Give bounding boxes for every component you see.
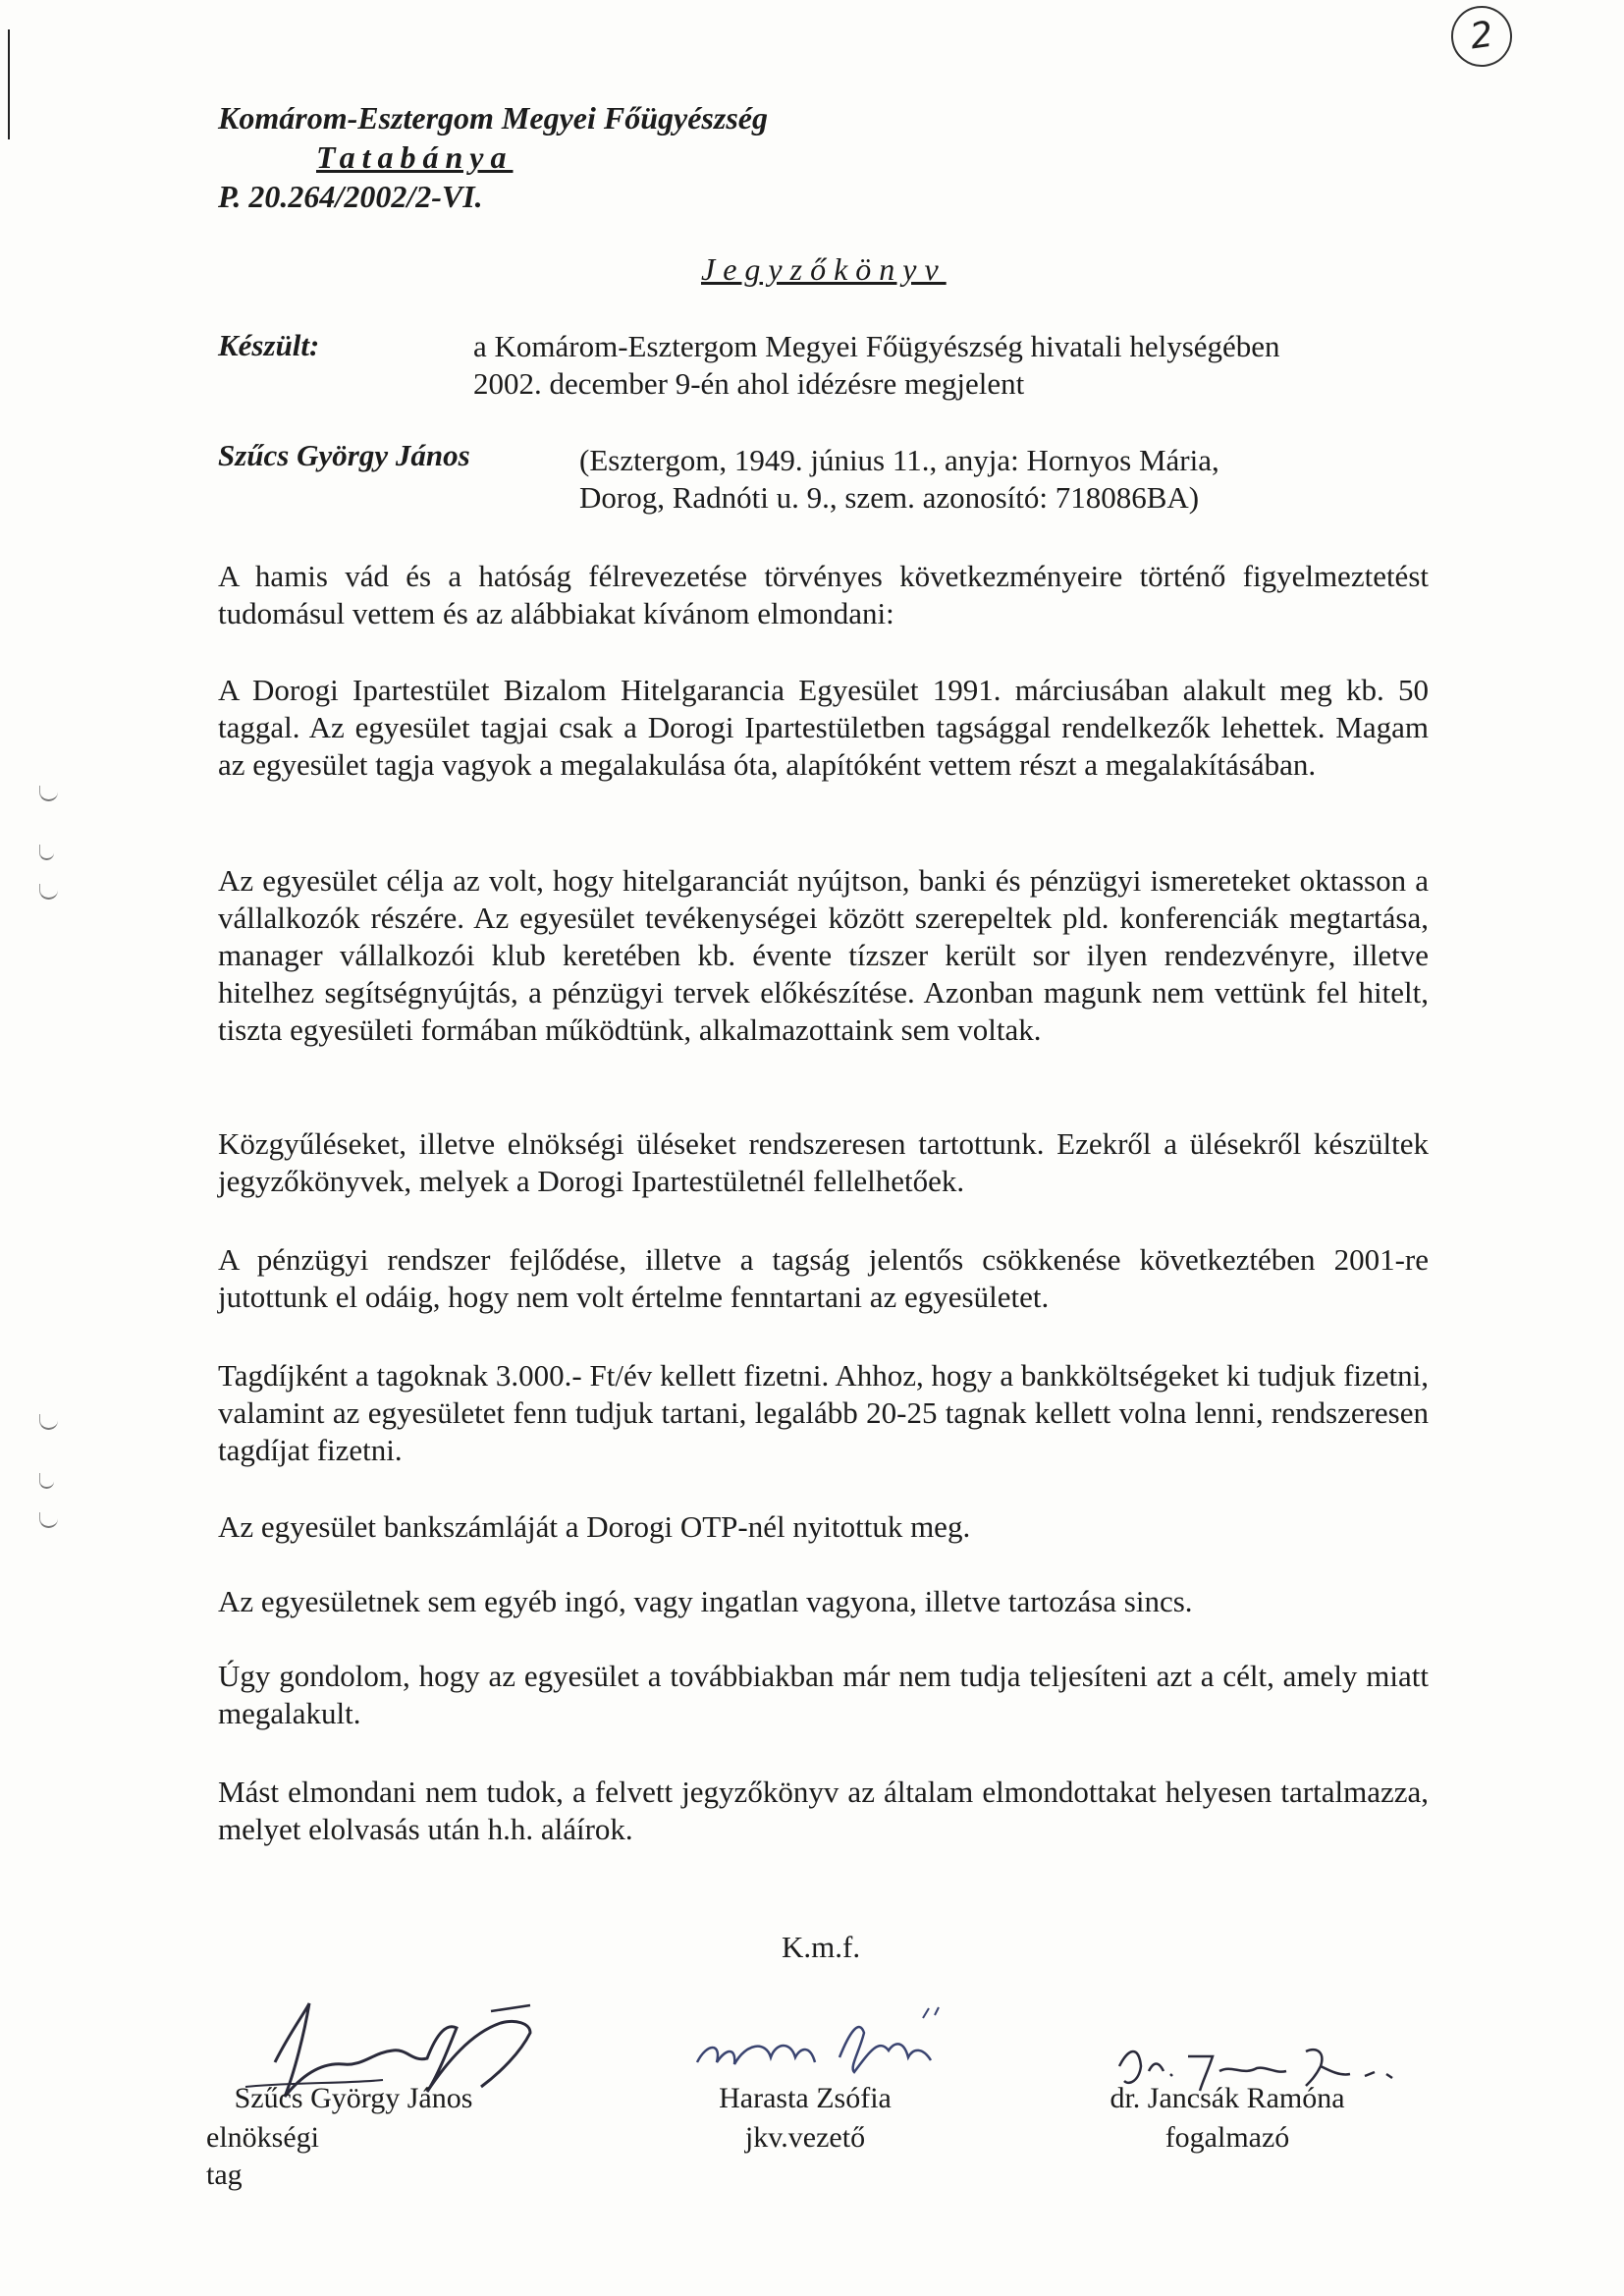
- paragraph-purpose: Az egyesület célja az volt, hogy hitelgaranciát nyújtson, banki és pénzügyi ismereteket oktasson a vállalkozók részére. Az egyesület tevékenységei között szerepeltek pld. konferenciák megtartása, manager vállalkozói klub keretében kb. évente tízszer került sor ilyen rendezvényre, illetve hitelhez segítségnyújtás, a pénzügyi tervek előkészítése. Azonban magunk nem vettünk fel hitelt, tiszta egyesületi formában működtünk, alkalmazottaink sem voltak.: [218, 863, 1429, 1047]
- paragraph-closing: Mást elmondani nem tudok, a felvett jegyzőkönyv az általam elmondottakat helyesen tartalmazza, melyet elolvasás után h.h. aláírok.: [218, 1775, 1429, 1846]
- office-name: Komárom-Esztergom Megyei Főügyészség: [218, 100, 768, 136]
- kmf-mark: K.m.f.: [782, 1930, 861, 1964]
- punch-hole-mark: [39, 884, 58, 900]
- person-details-line-1: (Esztergom, 1949. június 11., anyja: Hornyos Mária,: [579, 443, 1219, 477]
- punch-hole-mark: [39, 1473, 54, 1489]
- person-details-line-2: Dorog, Radnóti u. 9., szem. azonosító: 718086BA): [579, 480, 1200, 515]
- page-number-circle: 2: [1447, 2, 1516, 71]
- document-title: Jegyzőkönyv: [701, 251, 947, 287]
- paragraph-dissolution-reason: A pénzügyi rendszer fejlődése, illetve a tagság jelentős csökkenése következtében 2001-re jutottunk el odáig, hogy nem volt értelme fenntartani az egyesületet.: [218, 1242, 1429, 1314]
- signature-harasta: [677, 2003, 972, 2092]
- case-number: P. 20.264/2002/2-VI.: [218, 179, 483, 214]
- signer-3-name: dr. Jancsák Ramóna: [1110, 2082, 1345, 2114]
- person-name: Szűcs György János: [218, 438, 470, 472]
- punch-hole-mark: [39, 845, 54, 860]
- paragraph-founding: A Dorogi Ipartestület Bizalom Hitelgarancia Egyesület 1991. márciusában alakult meg kb. 50 taggal. Az egyesület tagjai csak a Dorogi Ipartestületben tagsággal rendelkezők lehettek. Magam az egyesület tagja vagyok a megalakulása óta, alapítóként vettem részt a megalakításában.: [218, 673, 1429, 782]
- paragraph-meetings: Közgyűléseket, illetve elnökségi üléseket rendszeresen tartottunk. Ezekről a ülésekről készültek jegyzőkönyvek, melyek a Dorogi Ipartestületnél fellelhetőek.: [218, 1126, 1429, 1198]
- punch-hole-mark: [39, 1414, 58, 1430]
- signer-3-role: fogalmazó: [1164, 2121, 1290, 2154]
- paragraph-warning: A hamis vád és a hatóság félrevezetése törvényes következményeire történő figyelmeztetést tudomásul vettem és az alábbiakat kívánom elmondani:: [218, 559, 1429, 630]
- paragraph-bank-account: Az egyesület bankszámláját a Dorogi OTP-nél nyitottuk meg.: [218, 1509, 971, 1544]
- keszult-label: Készült:: [218, 328, 320, 362]
- signer-1-name: Szűcs György János: [234, 2082, 473, 2114]
- punch-hole-mark: [39, 786, 58, 801]
- keszult-line-2: 2002. december 9-én ahol idézésre megjelent: [473, 366, 1025, 401]
- signer-1-role: elnökségi tag: [206, 2121, 319, 2191]
- punch-hole-mark: [39, 1512, 58, 1528]
- keszult-line-1: a Komárom-Esztergom Megyei Főügyészség hivatali helységében: [473, 329, 1280, 363]
- paragraph-conclusion: Úgy gondolom, hogy az egyesület a továbbiakban már nem tudja teljesíteni azt a célt, amely miatt megalakult.: [218, 1659, 1429, 1730]
- signer-2-role: jkv.vezető: [744, 2121, 866, 2154]
- paragraph-assets: Az egyesületnek sem egyéb ingó, vagy ingatlan vagyona, illetve tartozása sincs.: [218, 1584, 1193, 1618]
- paragraph-membership-fee: Tagdíjként a tagoknak 3.000.- Ft/év kellett fizetni. Ahhoz, hogy a bankköltségeket ki tudjuk fizetni, valamint az egyesületet fenn tudjuk tartani, legalább 20-25 tagnak kellett volna lenni, rendszeresen tagdíjat fizetni.: [218, 1358, 1429, 1467]
- scan-edge-line: [8, 29, 10, 139]
- signer-2-name: Harasta Zsófia: [719, 2082, 892, 2114]
- city-name: Tatabánya: [316, 139, 514, 175]
